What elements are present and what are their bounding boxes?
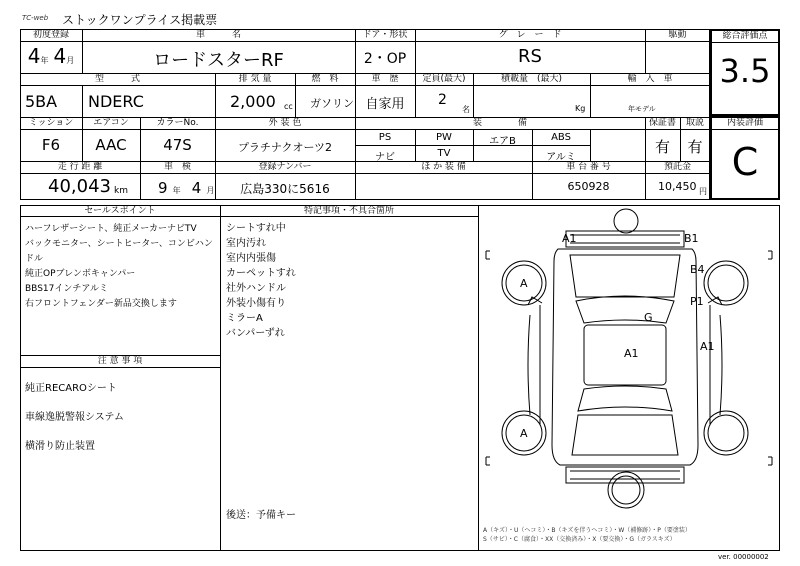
fuel-label: 燃 料 [311,74,339,84]
mission-label: ミッション [28,118,74,128]
page-title: ストックワンプライス掲載票 [62,13,218,27]
equipment-alloy: アルミ [546,152,576,163]
aircon-label: エアコン [93,118,129,128]
car-damage-diagram [478,205,780,551]
caution-item: 車線逸脱警報システム [25,412,124,423]
caution-item: 横滑り防止装置 [25,441,95,452]
cc-unit: cc [284,102,293,111]
special-note-item: バンパーずれ [226,328,285,339]
version-label: ver. 00000002 [718,553,769,561]
inspection-date [158,178,214,197]
capacity-value: 2 [438,92,447,108]
sales-point-item: バックモニター、シートヒーター、コンビハンドル [25,239,213,264]
damage-legend [483,526,691,544]
mark-right-door: A1 [700,340,715,353]
aircon-value: AAC [95,136,127,154]
sales-point-item: 純正OPブレンボキャンパー [25,269,136,279]
kg-unit: Kg [575,104,586,113]
sales-point-item: 右フロントフェンダー新品交換します [25,299,177,309]
mileage-label: 走 行 距 離 [57,162,103,172]
warranty-label: 保証書 [648,118,676,128]
usage-label: 車 歴 [371,74,399,84]
load-label: 積載量 (最大) [500,74,563,84]
warranty-value: 有 [654,138,670,156]
displacement-value: 2,000 [230,92,276,111]
cautions-list [25,374,217,461]
overall-eval-label: 総合評価点 [722,31,768,41]
inspection-month: 4 [191,179,202,197]
manual-value: 有 [687,138,703,156]
mileage-value: 40,043 [48,176,111,197]
mark-front-left-wheel: A [520,277,528,290]
fuel-value: ガソリン [310,97,354,110]
caution-item: 純正RECAROシート [25,383,117,394]
reg-number-label: 登録ナンバー [258,162,312,172]
equipment-ps: PS [378,132,392,143]
legend-line: A（キズ）・U（ヘコミ）・B（キズを伴うヘコミ）・W（補修跡）・P（要塗装） [483,527,691,534]
special-note-item: シートすれ中 [226,223,286,234]
special-note-item: 外装小傷有り [226,298,286,309]
grade-label: グ レ ー ド [498,30,562,40]
cautions-label: 注 意 事 項 [97,356,143,366]
deposit-label: 預託金 [663,162,691,172]
mark-rear-left-wheel: A [520,427,528,440]
inspection-label: 車 検 [163,162,191,172]
chassis-no-value: 650928 [567,180,610,193]
deposit-value: 10,450 [658,180,697,193]
interior-eval-label: 内装評価 [726,118,763,128]
special-note-item: ミラーA [226,313,263,324]
drive-label: 駆動 [668,30,687,40]
mark-glass: G [644,311,653,324]
overall-score: 3.5 [719,52,771,90]
month-suffix: 月 [66,56,75,65]
car-name-label: 車 名 [195,30,241,40]
year-suffix: 年 [40,56,49,65]
color-no-label: カラーNo. [156,118,199,128]
mark-right-front-fender: B4 [690,263,705,276]
color-no-value: 47S [163,136,192,154]
special-notes-label: 特記事項・不具合箇所 [303,206,394,216]
mark-front-bumper-left: A1 [562,232,577,245]
legend-line: S（サビ）・C（腐食）・XX（交換済み）・X（要交換）・G（ガラスキズ） [483,536,676,543]
model-code: NDERC [88,92,144,111]
door-type-label: ドア・形状 [362,30,408,40]
mission-value: F6 [41,136,61,154]
mark-right-front-pillar: P1 [690,295,704,308]
model-prefix: 5BA [25,92,58,111]
exterior-color-value: プラチナクオーツ2 [237,141,333,154]
equipment-label: 装 備 [472,118,527,128]
model-label: 型 式 [94,74,140,84]
manual-label: 取説 [685,118,704,128]
model-year-unit: 年モデル [628,105,656,113]
interior-score: C [731,140,759,184]
logo: TC-web [22,14,49,22]
yen-unit: 円 [699,187,707,196]
inspection-month-suffix: 月 [206,186,215,195]
displacement-label: 排 気 量 [238,74,272,84]
usage-value: 自家用 [365,97,405,112]
inspection-year-suffix: 年 [172,186,181,195]
exterior-color-label: 外 装 色 [268,118,302,128]
equipment-tv: TV [437,148,451,159]
grade-value: RS [518,46,542,67]
sales-point-item: BBS17インチアルミ [25,284,108,294]
first-reg-label: 初度登録 [32,30,69,40]
equipment-airbag: エアB [489,136,516,147]
special-note-item: カーペットすれ [226,268,296,279]
door-type: 2・OP [363,51,407,67]
special-note-item: 社外ハンドル [226,283,286,294]
seat-unit: 名 [462,105,470,114]
sales-points-label: セールスポイント [84,206,156,216]
equipment-navi: ナビ [375,152,395,163]
mark-front-bumper-right: B1 [684,232,699,245]
special-note-item: 室内内張傷 [226,253,276,264]
inspection-year: 9 [158,179,168,197]
sales-point-item: ハーフレザーシート、純正メーカーナビTV [25,224,197,234]
capacity-label: 定員(最大) [422,74,466,84]
equipment-abs: ABS [551,132,571,143]
reg-year: 4 [27,44,41,68]
import-label: 輸 入 車 [627,74,673,84]
reg-month: 4 [53,44,67,68]
km-unit: km [114,186,128,196]
rear-note: 後送：予備キー [226,510,296,521]
reg-date [20,44,82,72]
chassis-no-label: 車 台 番 号 [566,162,611,172]
sales-points-list [25,222,217,312]
special-notes-list [226,221,474,341]
other-equipment-label: ほ か 装 備 [421,162,466,172]
special-note-item: 室内汚れ [226,238,266,249]
reg-number-value: 広島330に5616 [240,182,330,196]
mark-roof: A1 [624,347,639,360]
car-name: ロードスターRF [153,50,284,71]
equipment-pw: PW [436,132,452,143]
